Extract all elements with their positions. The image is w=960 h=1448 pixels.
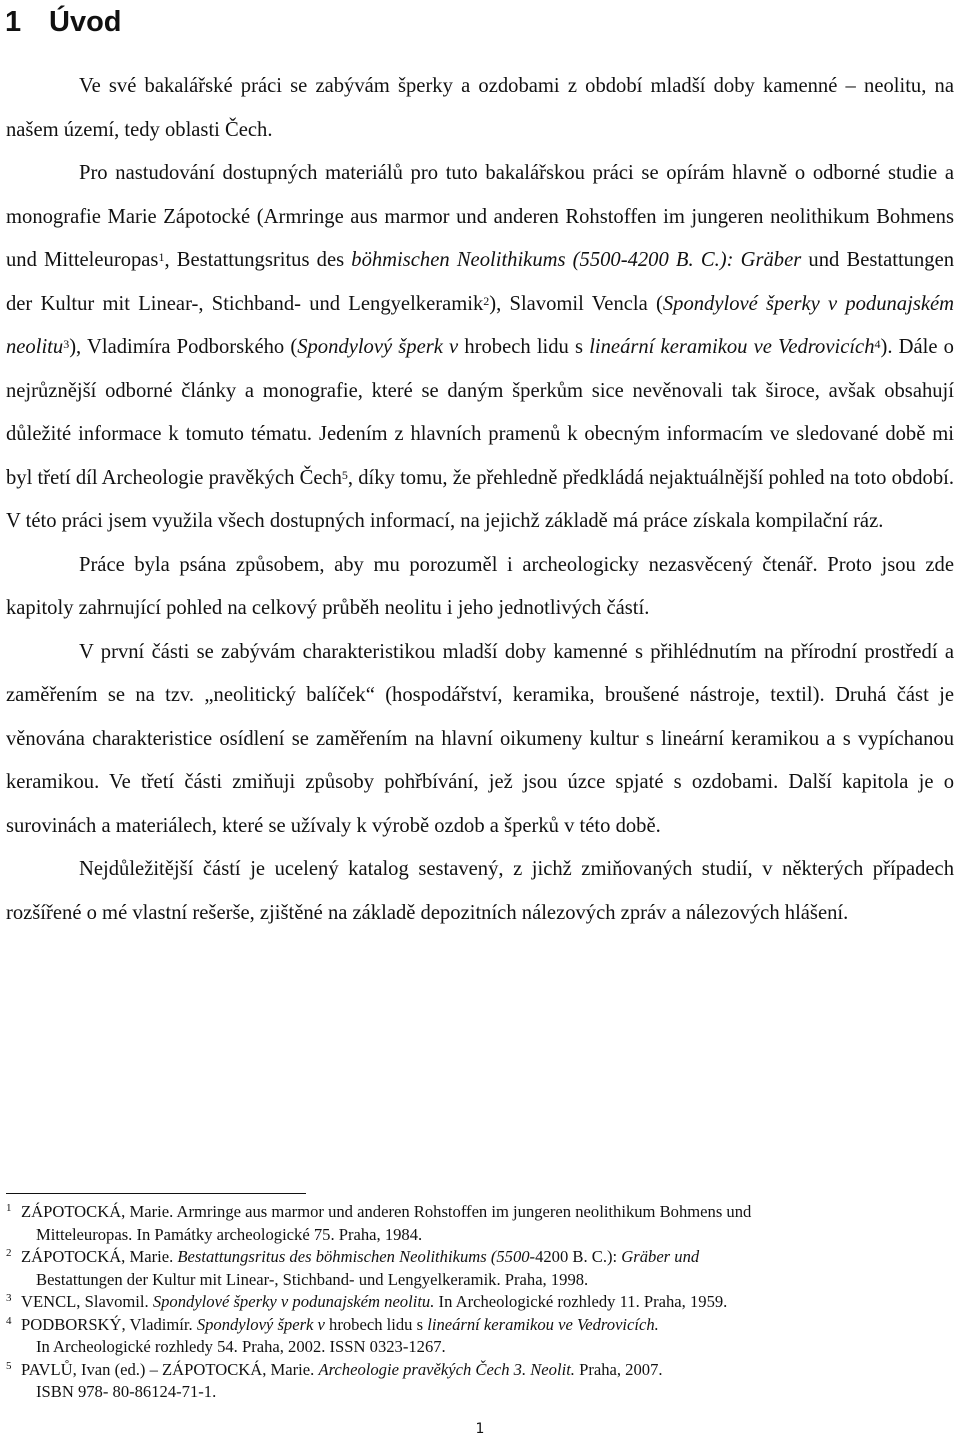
chapter-number: 1 [5, 6, 22, 38]
text-run: ). Dále o nejrůznější odborné články a monografie, které se daným šperkům sice nevěnovali tak široce, avšak obsahují důležité informace k tomuto tématu. Jedením z hlavních pramenů k obecným informacím ve sledované době mi byl třetí díl Archeologie pravěkých Čech [6, 336, 954, 489]
footnote-2 [6, 1246, 954, 1291]
italic-run: lineární keramikou ve Vedrovicích [589, 336, 875, 358]
footnote-italic: Archeologie pravěkých Čech 3. Neolit. [318, 1359, 575, 1379]
footnote-ref-3[interactable]: 3 [63, 337, 70, 351]
text-run: , Bestattungsritus des [164, 249, 352, 271]
footnote-ref-4[interactable]: 4 [874, 337, 881, 351]
footnote-1 [6, 1201, 954, 1246]
footnote-text: VENCL, Slavomil. [21, 1292, 153, 1311]
footnote-text: -4200 B. C.): [529, 1247, 622, 1266]
italic-run: böhmischen Neolithikums (5500-4200 B. C.): Gräber [351, 249, 802, 271]
footnote-ref-2[interactable]: 2 [483, 293, 490, 308]
footnote-5 [6, 1359, 954, 1404]
footnote-text: ZÁPOTOCKÁ, Marie. [21, 1247, 178, 1266]
paragraph-intro: Ve své bakalářské práci se zabývám šperky a ozdobami z období mladší doby kamenné – neolitu, na našem území, tedy oblasti Čech. [6, 75, 954, 141]
footnote-text: PODBORSKÝ, Vladimír. [21, 1314, 197, 1334]
footnote-ref-5[interactable]: 5 [341, 467, 348, 482]
paragraph-sources [6, 152, 954, 544]
footnote-text: hrobech lidu s [324, 1314, 428, 1334]
footnote-number: 4 [6, 1314, 12, 1327]
footnote-text: In Archeologické rozhledy 11. Praha, 1959. [434, 1292, 728, 1311]
footnote-text: ZÁPOTOCKÁ, Marie. Armringe aus marmor und anderen Rohstoffen im jungeren neolithikum Bohmens und [21, 1202, 752, 1221]
text-run: ), Vladimíra Podborského ( [69, 336, 298, 358]
footnote-italic: Spondylový šperk v [196, 1314, 325, 1334]
footnote-text: Bestattungen der Kultur mit Linear-, Stichband- und Lengyelkeramik. Praha, 1998. [36, 1269, 589, 1289]
paragraph-catalog: Nejdůležitější částí je ucelený katalog sestavený, z jichž zmiňovaných studií, v některých případech rozšířené o mé vlastní rešerše, zjištěné na základě depozitních nálezových zpráv a nálezových hlášení. [6, 858, 954, 924]
footnote-italic: Gräber und [621, 1247, 700, 1266]
chapter-heading [5, 2, 122, 42]
body-text [6, 65, 954, 935]
text-run: hrobech lidu s [458, 336, 590, 358]
paragraph-audience: Práce byla psána způsobem, aby mu porozuměl i archeologicky nezasvěcený čtenář. Proto jsou zde kapitoly zahrnující pohled na celkový průběh neolitu i jeho jednotlivých částí. [6, 553, 954, 619]
footnote-italic: Spondylové šperky v podunajském neolitu. [152, 1292, 435, 1311]
footnote-text: In Archeologické rozhledy 54. Praha, 2002. ISSN 0323-1267. [36, 1337, 446, 1356]
footnote-text: PAVLŮ, Ivan (ed.) – ZÁPOTOCKÁ, Marie. [21, 1359, 319, 1379]
footnote-text: Praha, 2007. [574, 1359, 663, 1379]
chapter-title: Úvod [49, 6, 122, 38]
footnote-text: ISBN 978- 80-86124-71-1. [36, 1382, 217, 1401]
page-number: 1 [475, 1421, 485, 1437]
text-run: ), Slavomil Vencla ( [489, 292, 663, 315]
footnote-number: 1 [6, 1202, 12, 1214]
text-run: Pro nastudování dostupných materiálů pro tuto bakalářskou práci se opírám hlavně o odborné studie a monografie Marie Zápotocké (Armringe aus marmor und anderen Rohstoffen im jungeren neolithikum Bohmens und Mitteleuropas [6, 162, 954, 271]
footnote-italic: lineární keramikou ve Vedrovicích. [427, 1314, 659, 1334]
text-run: , díky tomu, že přehledně předkládá nejaktuálnější pohled na toto období. V této práci jsem využila všech dostupných informací, na jejichž základě má práce získala kompilační ráz. [6, 466, 955, 532]
footnote-4 [6, 1314, 954, 1359]
footnote-3 [6, 1291, 954, 1314]
footnote-text: Mitteleuropas. In Památky archeologické 75. Praha, 1984. [36, 1224, 423, 1244]
footnote-italic: Bestattungsritus des böhmischen Neolithikums (5500 [177, 1247, 530, 1266]
footnote-ref-1[interactable]: 1 [158, 250, 165, 264]
text-run: und Bestattungen der Kultur mit Linear-, Stichband- und Lengyelkeramik [6, 249, 955, 315]
footnote-number: 5 [6, 1359, 12, 1372]
footnote-separator [6, 1193, 306, 1194]
footnotes [6, 1201, 954, 1404]
footnote-number: 3 [6, 1292, 12, 1304]
paragraph-structure: V první části se zabývám charakteristikou mladší doby kamenné s přihlédnutím na přírodní prostředí a zaměřením se na tzv. „neolitický balíček“ (hospodářství, keramika, broušené nástroje, textil). Druhá část je věnována charakteristice osídlení se zaměřením na hlavní oikumeny kultur s lineární keramikou a s vypíchanou keramikou. Ve třetí části zmiňuji způsoby pohřbívání, jež jsou úzce spjaté s ozdobami. Další kapitola je o surovinách a materiálech, které se užívaly k výrobě ozdob a šperků v této době. [6, 640, 954, 837]
footnote-number: 2 [6, 1247, 12, 1259]
italic-run: Spondylový šperk v [297, 336, 459, 358]
italic-run: Spondylové šperky v podunajském neolitu [6, 292, 954, 358]
